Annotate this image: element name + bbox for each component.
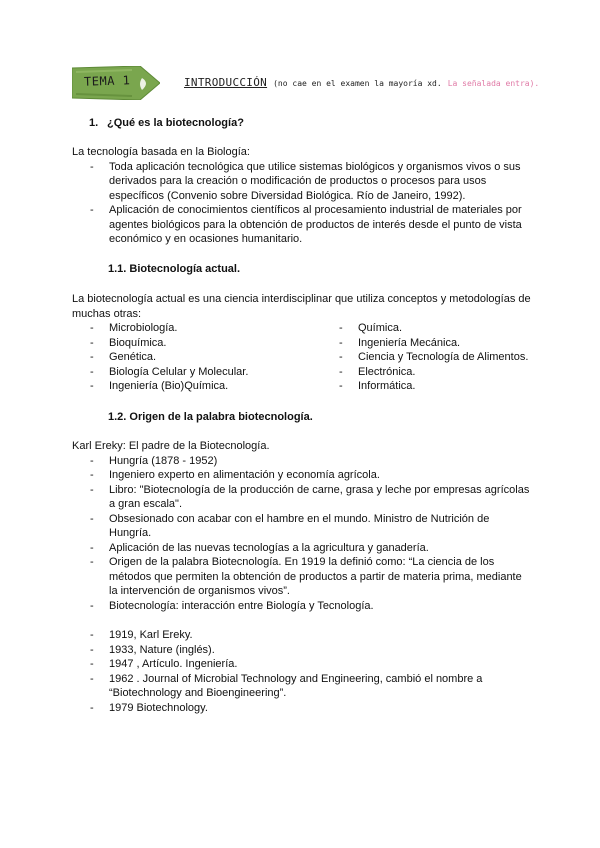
timeline-block [72,628,532,715]
section-title: ¿Qué es la biotecnología? [107,117,244,129]
list-item: - Biología Celular y Molecular. [72,365,332,380]
list-item: - Origen de la palabra Biotecnología. En 1919 la definió como: “La ciencia de los métodos que permiten la obtención de productos a partir de materia prima, mediante la intervención de organismos vivos”. [72,555,532,599]
section-1-1-intro: La biotecnología actual es una ciencia interdisciplinar que utiliza conceptos y metodologías de muchas otras: [72,293,531,320]
list-item: - Electrónica. [321,365,551,380]
section-1-2-body [72,439,532,613]
list-item: - Ingeniero experto en alimentación y economía agrícola. [72,468,532,483]
list-item: - Biotecnología: interacción entre Biología y Tecnología. [72,599,532,614]
section-1-body [72,145,532,247]
topic-label: TEMA 1 [83,73,131,89]
section-1-2-heading: 1.2. Origen de la palabra biotecnología. [108,411,313,423]
timeline-list [72,628,532,715]
list-item: - Bioquímica. [72,336,332,351]
list-item: - Ingeniería (Bio)Química. [72,379,332,394]
disciplines-right-list [321,321,551,394]
page-title: INTRODUCCIÓN [184,76,268,89]
section-1-intro: La tecnología basada en la Biología: [72,146,250,158]
section-1-list [72,160,532,247]
header-line [184,76,584,89]
list-item: - 1933, Nature (inglés). [72,643,532,658]
list-item: - Microbiología. [72,321,332,336]
section-1-2-intro: Karl Ereky: El padre de la Biotecnología. [72,440,270,452]
list-item: - Ciencia y Tecnología de Alimentos. [321,350,551,365]
section-1-heading [89,117,244,129]
list-item: - 1919, Karl Ereky. [72,628,532,643]
list-item: - Hungría (1878 - 1952) [72,454,532,469]
section-1-1-heading: 1.1. Biotecnología actual. [108,263,241,275]
ereky-facts-list [72,454,532,614]
section-number: 1. [89,117,99,129]
list-item: - Química. [321,321,551,336]
list-item: - Toda aplicación tecnológica que utilice sistemas biológicos y organismos vivos o sus derivados para la creación o modificación de productos o procesos para usos específicos (Convenio sobre Diversidad Biológica. Río de Janeiro, 1992). [72,160,532,204]
header-note: (no cae en el examen la mayoría xd. [273,79,442,88]
list-item: - Ingeniería Mecánica. [321,336,551,351]
topic-banner [72,66,160,100]
list-item: - Informática. [321,379,551,394]
list-item: - 1979 Biotechnology. [72,701,532,716]
list-item: - 1947 , Artículo. Ingeniería. [72,657,532,672]
list-item: - Libro: "Biotecnología de la producción de carne, grasa y leche por empresas agrícolas a gran escala". [72,483,532,512]
list-item: - Aplicación de las nuevas tecnologías a la agricultura y ganadería. [72,541,532,556]
list-item: - Genética. [72,350,332,365]
list-item: - 1962 . Journal of Microbial Technology and Engineering, cambió el nombre a “Biotechnology and Bioengineering”. [72,672,532,701]
list-item: - Aplicación de conocimientos científicos al procesamiento industrial de materiales por agentes biológicos para la obtención de productos de interés desde el punto de vista económico y en ocasiones humanitario. [72,203,532,247]
list-item: - Obsesionado con acabar con el hambre en el mundo. Ministro de Nutrición de Hungría. [72,512,532,541]
header-note-highlight: La señalada entra). [447,79,540,88]
disciplines-left-list [72,321,332,394]
